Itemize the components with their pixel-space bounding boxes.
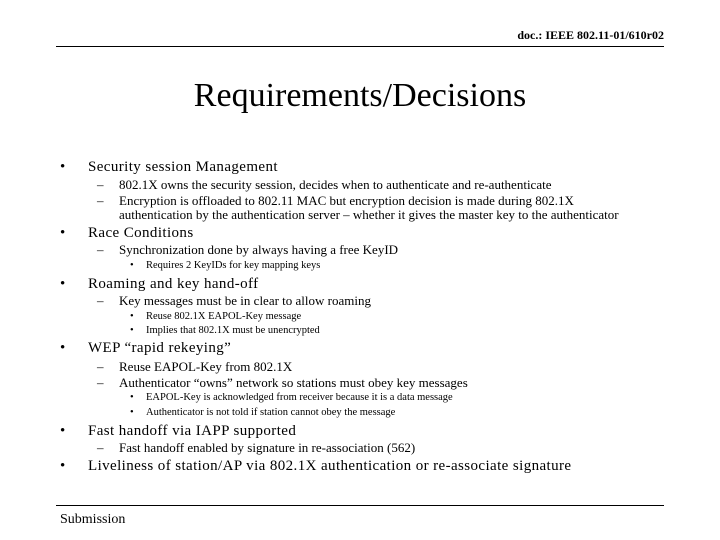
- sub-bullet-text: Fast handoff enabled by signature in re-association (562): [119, 440, 416, 455]
- bullet-text: Fast handoff via IAPP supported: [88, 423, 297, 439]
- bullet-mark: •: [60, 159, 66, 175]
- dash-mark: –: [97, 193, 104, 208]
- bullet-mark: •: [60, 225, 66, 241]
- document-id: doc.: IEEE 802.11-01/610r02: [517, 28, 664, 42]
- sub-bullet-text: Synchronization done by always having a free KeyID: [119, 242, 399, 257]
- bullet-text: Roaming and key hand-off: [88, 276, 259, 292]
- sub-bullet-text: Key messages must be in clear to allow roaming: [119, 293, 371, 308]
- slide-title: Requirements/Decisions: [193, 77, 527, 114]
- bullet-mark: •: [60, 276, 66, 292]
- sub-bullet-text: Reuse EAPOL-Key from 802.1X: [119, 359, 293, 374]
- bullet-text: Security session Management: [88, 159, 278, 175]
- bullet-mark: •: [60, 458, 66, 474]
- dash-mark: –: [97, 359, 104, 374]
- footer-divider: [56, 505, 664, 506]
- bullet-text: Race Conditions: [88, 225, 194, 241]
- sub-sub-bullet-text: Reuse 802.1X EAPOL-Key message: [146, 311, 302, 322]
- header-divider: [56, 46, 664, 47]
- bullet-mark: •: [130, 392, 134, 403]
- sub-sub-bullet-text: Requires 2 KeyIDs for key mapping keys: [146, 260, 321, 271]
- bullet-mark: •: [130, 407, 134, 418]
- dash-mark: –: [97, 293, 104, 308]
- bullet-mark: •: [60, 423, 66, 439]
- sub-sub-bullet-text: EAPOL-Key is acknowledged from receiver because it is a data message: [146, 392, 453, 403]
- sub-sub-bullet-text: Authenticator is not told if station cannot obey the message: [146, 407, 396, 418]
- footer-submission: Submission: [60, 512, 126, 527]
- bullet-mark: •: [130, 325, 134, 336]
- dash-mark: –: [97, 375, 104, 390]
- dash-mark: –: [97, 177, 104, 192]
- bullet-mark: •: [130, 311, 134, 322]
- sub-bullet-text: authentication by the authentication server – whether it gives the master key to the authenticator: [119, 207, 619, 222]
- bullet-mark: •: [60, 340, 66, 356]
- bullet-text: WEP “rapid rekeying”: [88, 340, 232, 356]
- bullet-mark: •: [130, 260, 134, 271]
- sub-bullet-text: Authenticator “owns” network so stations must obey key messages: [119, 375, 468, 390]
- sub-bullet-text: 802.1X owns the security session, decides when to authenticate and re-authenticate: [119, 177, 552, 192]
- dash-mark: –: [97, 242, 104, 257]
- sub-sub-bullet-text: Implies that 802.1X must be unencrypted: [146, 325, 320, 336]
- dash-mark: –: [97, 440, 104, 455]
- sub-bullet-text: Encryption is offloaded to 802.11 MAC but encryption decision is made during 802.1X: [119, 193, 574, 208]
- bullet-text: Liveliness of station/AP via 802.1X authentication or re-associate signature: [88, 458, 572, 474]
